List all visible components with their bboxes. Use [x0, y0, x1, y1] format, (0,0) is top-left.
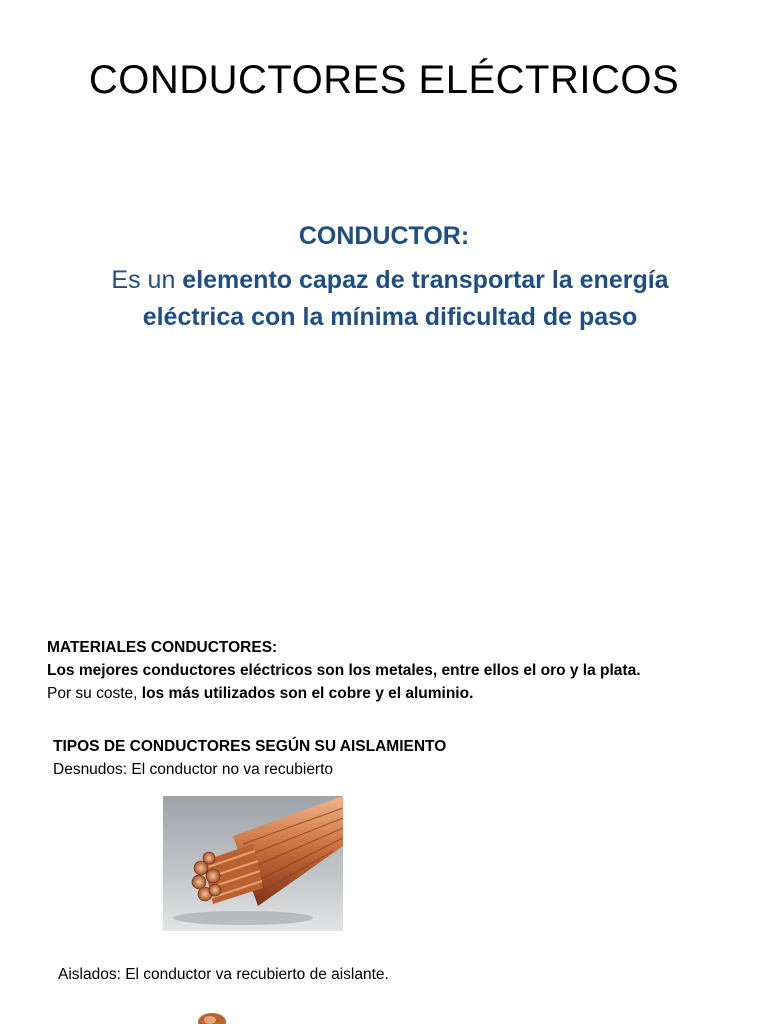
- insulated-cable-photo: [180, 1008, 240, 1024]
- materials-heading: MATERIALES CONDUCTORES:: [47, 639, 278, 656]
- types-insulated-description: Aislados: El conductor va recubierto de aislante.: [58, 966, 389, 983]
- materials-line-2-prefix: Por su coste,: [47, 685, 142, 702]
- materials-line-1: Los mejores conductores eléctricos son los metales, entre ellos el oro y la plata.: [47, 662, 641, 679]
- materials-section: [47, 636, 747, 705]
- page-title: CONDUCTORES ELÉCTRICOS: [88, 58, 680, 102]
- definition-body: [90, 262, 690, 336]
- definition-bold-text: elemento capaz de transportar la energía eléctrica con la mínima dificultad de paso: [142, 266, 669, 331]
- materials-line-2-bold: los más utilizados son el cobre y el aluminio.: [141, 685, 474, 702]
- types-section: [53, 735, 703, 781]
- materials-line-2: [47, 682, 747, 705]
- definition-prefix: Es un: [111, 266, 183, 294]
- insulated-cable-illustration: [180, 1008, 240, 1024]
- types-bare-description: Desnudos: El conductor no va recubierto: [53, 761, 334, 778]
- types-heading: TIPOS DE CONDUCTORES SEGÚN SU AISLAMIENTO: [53, 738, 447, 755]
- bare-cable-photo: [163, 796, 343, 931]
- definition-heading: CONDUCTOR:: [298, 222, 470, 250]
- bare-cable-illustration: [163, 796, 343, 931]
